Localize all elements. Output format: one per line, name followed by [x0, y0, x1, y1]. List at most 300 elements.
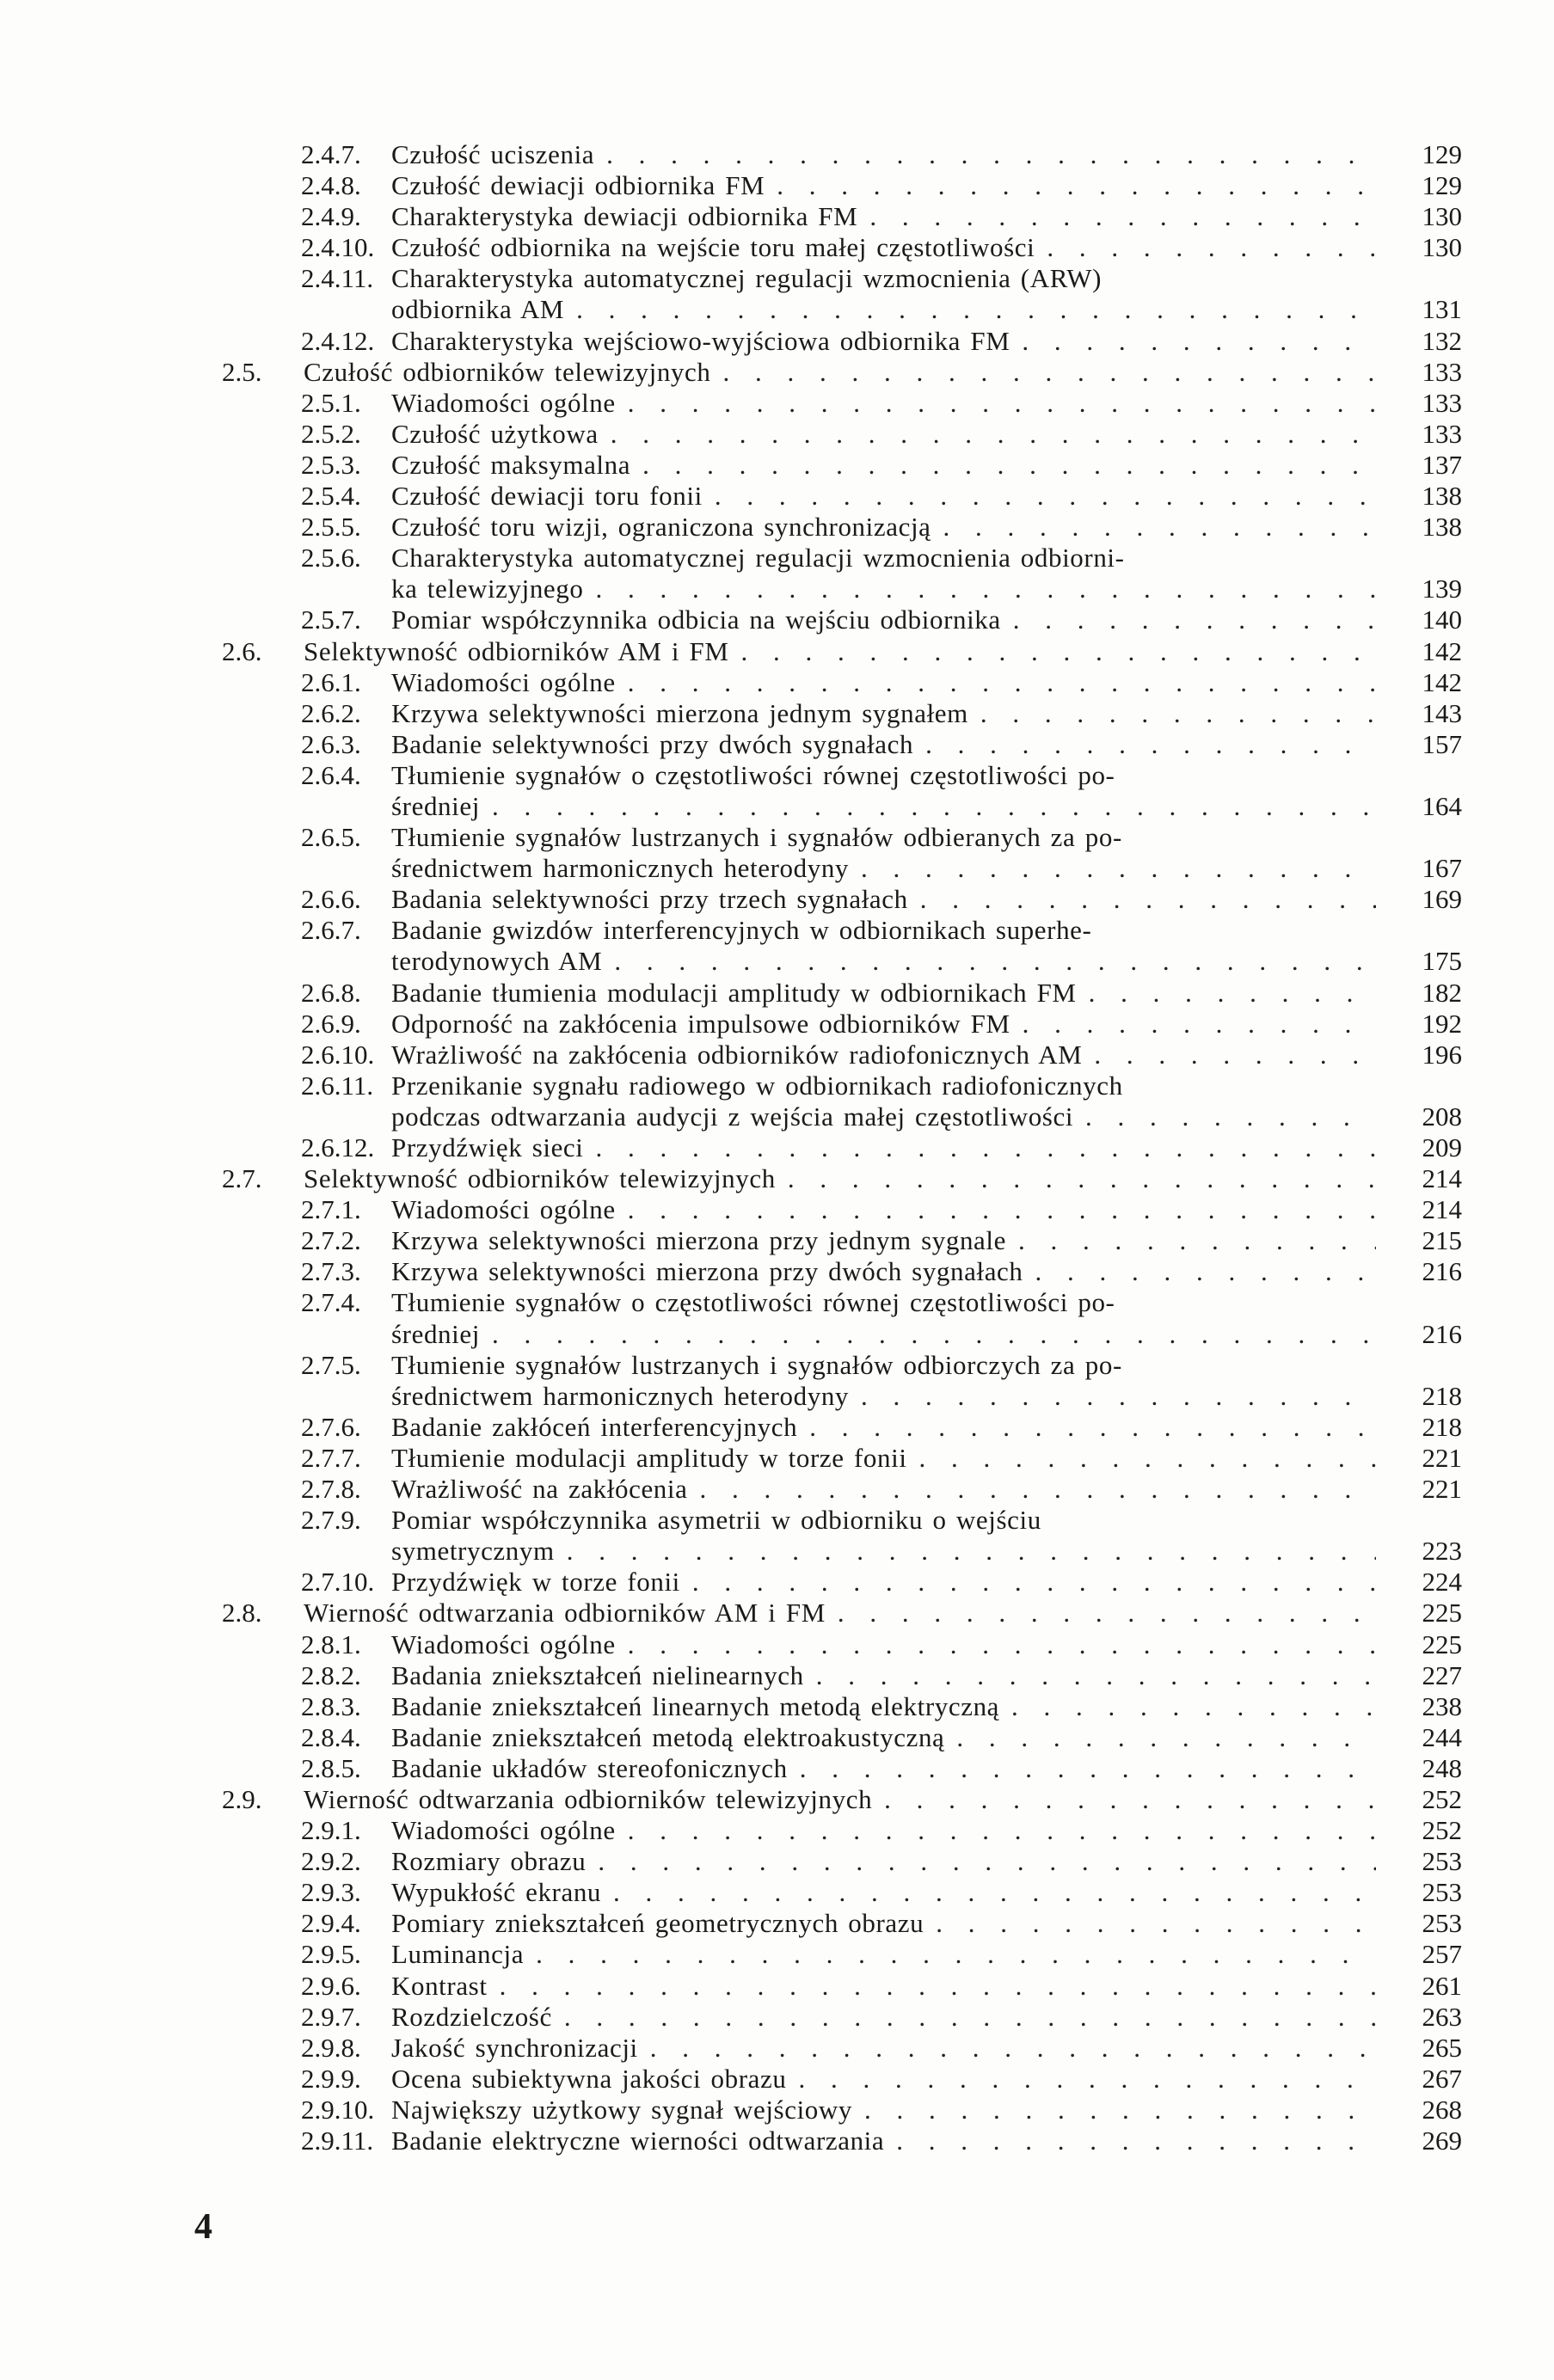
dot-leader — [616, 1815, 1376, 1846]
entry-title-wrap — [391, 1225, 1376, 1256]
entry-number: 2.4.9. — [301, 201, 361, 232]
entry-number: 2.6.4. — [301, 759, 361, 790]
toc-line — [0, 604, 1554, 635]
entry-title: Badanie elektryczne wierności odtwarzania — [391, 2125, 885, 2156]
entry-number: 2.9.2. — [301, 1846, 361, 1877]
entry-number: 2.7.5. — [301, 1349, 361, 1380]
toc-subsection — [0, 419, 1554, 450]
toc-line — [0, 2002, 1554, 2033]
entry-page-number: 133 — [1422, 387, 1462, 418]
entry-number: 2.7.3. — [301, 1256, 361, 1287]
entry-title-wrap — [391, 1660, 1376, 1691]
dot-leader — [480, 791, 1376, 822]
entry-number: 2.7.2. — [301, 1225, 361, 1256]
entry-number: 2.6.11. — [301, 1070, 374, 1101]
entry-number: 2.6.7. — [301, 915, 361, 946]
toc-line — [0, 1846, 1554, 1877]
entry-page-number: 268 — [1422, 2094, 1462, 2125]
toc-subsection — [0, 2002, 1554, 2033]
dot-leader — [884, 2125, 1376, 2156]
entry-title-wrap — [391, 450, 1376, 481]
toc-line — [0, 481, 1554, 512]
entry-page-number: 133 — [1422, 418, 1462, 449]
dot-leader — [797, 1412, 1376, 1443]
entry-title: Największy użytkowy sygnał wejściowy — [391, 2094, 852, 2125]
entry-title: Badanie układów stereofonicznych — [391, 1752, 788, 1783]
entry-number: 2.9.4. — [301, 1908, 361, 1939]
entry-title: Badanie gwizdów interferencyjnych w odbiornikach superhe- — [391, 915, 1092, 946]
dot-leader — [555, 1536, 1376, 1567]
toc-subsection — [0, 729, 1554, 760]
entry-page-number: 218 — [1422, 1380, 1462, 1411]
toc-subsection — [0, 667, 1554, 698]
entry-number: 2.5. — [222, 356, 262, 387]
entry-title-wrap — [391, 2125, 1376, 2156]
entry-number: 2.8.5. — [301, 1752, 361, 1783]
toc-subsection — [0, 1815, 1554, 1846]
entry-title-wrap — [391, 543, 1376, 574]
entry-title-wrap — [391, 1350, 1376, 1381]
entry-number: 2.5.4. — [301, 481, 361, 512]
toc-subsection — [0, 201, 1554, 232]
entry-title-wrap — [391, 791, 1376, 822]
entry-page-number: 244 — [1422, 1721, 1462, 1752]
entry-number: 2.8.4. — [301, 1721, 361, 1752]
entry-title: Krzywa selektywności mierzona przy dwóch sygnałach — [391, 1256, 1023, 1287]
entry-page-number: 253 — [1422, 1846, 1462, 1877]
toc-section — [0, 636, 1554, 667]
toc-subsection — [0, 760, 1554, 822]
toc-subsection — [0, 1070, 1554, 1132]
entry-title-wrap — [391, 667, 1376, 698]
entry-title-wrap — [391, 1009, 1376, 1040]
entry-number: 2.6.8. — [301, 977, 361, 1008]
toc-subsection — [0, 170, 1554, 201]
toc-line — [0, 946, 1554, 977]
entry-title-wrap — [304, 1163, 1376, 1194]
entry-title-wrap — [391, 1815, 1376, 1846]
entry-title: Wrażliwość na zakłócenia — [391, 1474, 688, 1505]
entry-number: 2.7.10. — [301, 1567, 375, 1598]
entry-page-number: 138 — [1422, 512, 1462, 543]
entry-page-number: 196 — [1422, 1039, 1462, 1070]
toc-line — [0, 1381, 1554, 1412]
entry-title-wrap — [391, 574, 1376, 604]
entry-title: terodynowych AM — [391, 946, 603, 977]
entry-title-wrap — [391, 2095, 1376, 2125]
dot-leader — [788, 1753, 1376, 1784]
dot-leader — [552, 2002, 1376, 2033]
entry-title: ka telewizyjnego — [391, 574, 584, 604]
entry-page-number: 261 — [1422, 1970, 1462, 2001]
entry-title-wrap — [391, 1287, 1376, 1318]
toc-line — [0, 1225, 1554, 1256]
entry-number: 2.8.2. — [301, 1659, 361, 1690]
toc-line — [0, 1691, 1554, 1722]
entry-number: 2.5.6. — [301, 543, 361, 574]
dot-leader — [710, 357, 1376, 388]
entry-title: Wiadomości ogólne — [391, 1194, 616, 1225]
dot-leader — [872, 1784, 1376, 1815]
entry-page-number: 253 — [1422, 1908, 1462, 1939]
entry-title-wrap — [391, 512, 1376, 543]
entry-page-number: 169 — [1422, 884, 1462, 915]
dot-leader — [826, 1598, 1376, 1629]
toc-line — [0, 2125, 1554, 2156]
entry-title: Kontrast — [391, 1970, 488, 2001]
toc-subsection — [0, 139, 1554, 170]
entry-title-wrap — [391, 978, 1376, 1009]
entry-page-number: 253 — [1422, 1877, 1462, 1908]
entry-title: odbiornika AM — [391, 294, 565, 325]
entry-title: Czułość uciszenia — [391, 139, 595, 169]
entry-title-wrap — [391, 729, 1376, 760]
entry-title: Badanie zakłóceń interferencyjnych — [391, 1411, 798, 1442]
entry-title-wrap — [391, 1505, 1376, 1536]
entry-title: Czułość maksymalna — [391, 449, 631, 480]
toc-line — [0, 2064, 1554, 2095]
entry-title-wrap — [391, 388, 1376, 419]
toc-subsection — [0, 512, 1554, 543]
entry-page-number: 267 — [1422, 2063, 1462, 2094]
toc-line — [0, 1939, 1554, 1970]
entry-page-number: 214 — [1422, 1163, 1462, 1194]
toc-subsection — [0, 263, 1554, 325]
toc-subsection — [0, 1009, 1554, 1040]
dot-leader — [1023, 1256, 1376, 1287]
toc-subsection — [0, 326, 1554, 357]
entry-page-number: 252 — [1422, 1783, 1462, 1814]
entry-title-wrap — [391, 1722, 1376, 1753]
entry-title: Charakterystyka dewiacji odbiornika FM — [391, 201, 858, 232]
toc-line — [0, 543, 1554, 574]
entry-number: 2.6.6. — [301, 884, 361, 915]
toc-line — [0, 1256, 1554, 1287]
toc-subsection — [0, 232, 1554, 263]
entry-title-wrap — [391, 1194, 1376, 1225]
entry-title: Wiadomości ogólne — [391, 1815, 616, 1846]
toc-line — [0, 574, 1554, 604]
toc-subsection — [0, 1629, 1554, 1660]
entry-title-wrap — [391, 294, 1376, 325]
entry-title-wrap — [391, 170, 1376, 201]
entry-title: Charakterystyka wejściowo-wyjściowa odbiornika FM — [391, 325, 1010, 356]
entry-number: 2.6.2. — [301, 697, 361, 728]
toc-line — [0, 201, 1554, 232]
dot-leader — [480, 1319, 1376, 1350]
entry-title-wrap — [304, 1784, 1376, 1815]
toc-line — [0, 1412, 1554, 1443]
toc-line — [0, 2033, 1554, 2064]
toc-line — [0, 636, 1554, 667]
toc-line — [0, 294, 1554, 325]
toc-line — [0, 1009, 1554, 1040]
entry-page-number: 164 — [1422, 790, 1462, 821]
entry-title: Charakterystyka automatycznej regulacji wzmocnienia odbiorni- — [391, 543, 1125, 574]
entry-title: Krzywa selektywności mierzona przy jednym sygnale — [391, 1225, 1006, 1256]
entry-page-number: 142 — [1422, 666, 1462, 697]
entry-page-number: 238 — [1422, 1690, 1462, 1721]
entry-page-number: 175 — [1422, 946, 1462, 977]
toc-line — [0, 1784, 1554, 1815]
toc-line — [0, 1132, 1554, 1163]
toc-line — [0, 884, 1554, 915]
entry-page-number: 248 — [1422, 1752, 1462, 1783]
toc-subsection — [0, 1877, 1554, 1908]
entry-title-wrap — [391, 1040, 1376, 1070]
entry-number: 2.6.12. — [301, 1132, 375, 1162]
dot-leader — [630, 450, 1376, 481]
toc-line — [0, 1660, 1554, 1691]
dot-leader — [1073, 1101, 1376, 1132]
entry-page-number: 131 — [1422, 294, 1462, 325]
dot-leader — [601, 1877, 1376, 1908]
dot-leader — [1001, 604, 1376, 635]
dot-leader — [968, 698, 1376, 729]
entry-title-wrap — [391, 1070, 1376, 1101]
dot-leader — [584, 1132, 1377, 1163]
entry-title: Badania selektywności przy trzech sygnałach — [391, 884, 908, 915]
entry-page-number: 140 — [1422, 604, 1462, 635]
toc-subsection — [0, 1691, 1554, 1722]
toc-subsection — [0, 1908, 1554, 1939]
entry-page-number: 208 — [1422, 1101, 1462, 1132]
entry-title-wrap — [391, 1939, 1376, 1970]
entry-title-wrap — [391, 263, 1376, 294]
toc-line — [0, 419, 1554, 450]
entry-number: 2.4.8. — [301, 170, 361, 201]
toc-line — [0, 760, 1554, 791]
entry-title: Pomiary zniekształceń geometrycznych obrazu — [391, 1908, 924, 1939]
toc-line — [0, 1877, 1554, 1908]
toc-line — [0, 729, 1554, 760]
dot-leader — [602, 946, 1376, 977]
toc-line — [0, 1474, 1554, 1505]
toc-subsection — [0, 1256, 1554, 1287]
entry-title: Wrażliwość na zakłócenia odbiorników radiofonicznych AM — [391, 1039, 1083, 1070]
entry-title-wrap — [391, 1753, 1376, 1784]
entry-number: 2.9.8. — [301, 2032, 361, 2063]
toc-line — [0, 915, 1554, 946]
entry-number: 2.7.1. — [301, 1194, 361, 1225]
entry-title: Czułość użytkowa — [391, 418, 599, 449]
entry-page-number: 225 — [1422, 1598, 1462, 1629]
toc-line — [0, 1194, 1554, 1225]
toc-subsection — [0, 450, 1554, 481]
toc-line — [0, 1505, 1554, 1536]
entry-title-wrap — [391, 1567, 1376, 1598]
toc-subsection — [0, 1505, 1554, 1567]
entry-page-number: 224 — [1422, 1567, 1462, 1598]
toc-line — [0, 1350, 1554, 1381]
toc-line — [0, 822, 1554, 853]
entry-title: Selektywność odbiorników AM i FM — [304, 635, 729, 666]
entry-number: 2.9.1. — [301, 1815, 361, 1846]
entry-page-number: 227 — [1422, 1659, 1462, 1690]
toc-line — [0, 1722, 1554, 1753]
entry-page-number: 257 — [1422, 1939, 1462, 1970]
entry-title: Badania zniekształceń nielinearnych — [391, 1659, 804, 1690]
dot-leader — [703, 481, 1376, 512]
dot-leader — [599, 419, 1376, 450]
entry-title-wrap — [304, 1598, 1376, 1629]
entry-title-wrap — [391, 326, 1376, 357]
entry-title: średnictwem harmonicznych heterodyny — [391, 1380, 850, 1411]
entry-page-number: 139 — [1422, 574, 1462, 604]
entry-number: 2.9.3. — [301, 1877, 361, 1908]
entry-title: Wierność odtwarzania odbiorników AM i FM — [304, 1598, 826, 1629]
dot-leader — [908, 884, 1376, 915]
toc-subsection — [0, 978, 1554, 1009]
toc-line — [0, 1815, 1554, 1846]
entry-page-number: 223 — [1422, 1536, 1462, 1567]
entry-number: 2.7.6. — [301, 1411, 361, 1442]
entry-title: Pomiar współczynnika odbicia na wejściu odbiornika — [391, 604, 1001, 635]
entry-page-number: 167 — [1422, 853, 1462, 884]
entry-title: Wiadomości ogólne — [391, 666, 616, 697]
entry-title: Odporność na zakłócenia impulsowe odbiorników FM — [391, 1008, 1010, 1039]
toc-line — [0, 1101, 1554, 1132]
entry-title: Wierność odtwarzania odbiorników telewizyjnych — [304, 1783, 873, 1814]
dot-leader — [586, 1846, 1376, 1877]
entry-title: Czułość dewiacji toru fonii — [391, 481, 703, 512]
dot-leader — [1077, 978, 1376, 1009]
entry-title: Tłumienie sygnałów lustrzanych i sygnałów odbieranych za po- — [391, 822, 1122, 853]
dot-leader — [1035, 232, 1376, 263]
entry-title-wrap — [391, 1691, 1376, 1722]
dot-leader — [616, 1194, 1376, 1225]
toc-line — [0, 1629, 1554, 1660]
entry-title: Rozdzielczość — [391, 2001, 552, 2032]
toc-line — [0, 512, 1554, 543]
toc-line — [0, 170, 1554, 201]
dot-leader — [1082, 1040, 1376, 1070]
entry-number: 2.5.1. — [301, 387, 361, 418]
entry-title: Krzywa selektywności mierzona jednym sygnałem — [391, 697, 968, 728]
entry-title: symetrycznym — [391, 1536, 555, 1567]
dot-leader — [765, 170, 1376, 201]
entry-number: 2.5.3. — [301, 449, 361, 480]
toc-line — [0, 1070, 1554, 1101]
toc-subsection — [0, 1567, 1554, 1598]
toc-line — [0, 1567, 1554, 1598]
dot-leader — [924, 1908, 1376, 1939]
dot-leader — [849, 1381, 1376, 1412]
entry-number: 2.9.11. — [301, 2125, 374, 2156]
dot-leader — [776, 1163, 1376, 1194]
entry-title: Badanie zniekształceń metodą elektroakustyczną — [391, 1721, 945, 1752]
entry-page-number: 221 — [1422, 1442, 1462, 1473]
entry-title-wrap — [391, 481, 1376, 512]
dot-leader — [729, 636, 1377, 667]
dot-leader — [857, 201, 1376, 232]
entry-number: 2.7.4. — [301, 1287, 361, 1318]
entry-title-wrap — [391, 1256, 1376, 1287]
page-number: 4 — [194, 2207, 212, 2247]
dot-leader — [852, 2095, 1376, 2125]
entry-number: 2.4.12. — [301, 325, 375, 356]
toc-section — [0, 1163, 1554, 1194]
entry-page-number: 130 — [1422, 232, 1462, 263]
entry-page-number: 265 — [1422, 2032, 1462, 2063]
toc-line — [0, 853, 1554, 884]
entry-page-number: 137 — [1422, 449, 1462, 480]
toc-subsection — [0, 1846, 1554, 1877]
toc-subsection — [0, 2125, 1554, 2156]
entry-page-number: 182 — [1422, 977, 1462, 1008]
entry-page-number: 218 — [1422, 1411, 1462, 1442]
dot-leader — [638, 2033, 1376, 2064]
toc-line — [0, 2095, 1554, 2125]
entry-number: 2.7.8. — [301, 1474, 361, 1505]
entry-number: 2.5.5. — [301, 512, 361, 543]
entry-title: Tłumienie sygnałów o częstotliwości równej częstotliwości po- — [391, 1287, 1115, 1318]
toc-subsection — [0, 1132, 1554, 1163]
entry-number: 2.9.9. — [301, 2063, 361, 2094]
entry-title: Badanie zniekształceń linearnych metodą elektryczną — [391, 1690, 1000, 1721]
entry-title-wrap — [391, 1132, 1376, 1163]
entry-title-wrap — [391, 139, 1376, 170]
entry-title: Charakterystyka automatycznej regulacji wzmocnienia (ARW) — [391, 263, 1103, 294]
toc-line — [0, 791, 1554, 822]
entry-title: podczas odtwarzania audycji z wejścia małej częstotliwości — [391, 1101, 1074, 1132]
entry-title-wrap — [391, 915, 1376, 946]
entry-title-wrap — [391, 1443, 1376, 1474]
entry-page-number: 142 — [1422, 635, 1462, 666]
toc-line — [0, 450, 1554, 481]
toc-line — [0, 1753, 1554, 1784]
entry-title-wrap — [391, 946, 1376, 977]
entry-number: 2.5.2. — [301, 418, 361, 449]
entry-title: Przydźwięk sieci — [391, 1132, 584, 1162]
dot-leader — [1010, 326, 1376, 357]
entry-title-wrap — [391, 1381, 1376, 1412]
dot-leader — [680, 1567, 1376, 1598]
entry-title-wrap — [391, 2002, 1376, 2033]
toc-subsection — [0, 1971, 1554, 2002]
entry-title: Wypukłość ekranu — [391, 1877, 602, 1908]
dot-leader — [616, 667, 1376, 698]
entry-title-wrap — [391, 1846, 1376, 1877]
entry-title-wrap — [391, 2064, 1376, 2095]
entry-title-wrap — [391, 201, 1376, 232]
entry-number: 2.6.3. — [301, 728, 361, 759]
toc-line — [0, 232, 1554, 263]
toc-line — [0, 698, 1554, 729]
entry-title: Jakość synchronizacji — [391, 2032, 638, 2063]
entry-number: 2.6.10. — [301, 1039, 375, 1070]
dot-leader — [616, 388, 1376, 419]
entry-title-wrap — [391, 1908, 1376, 1939]
entry-title: średniej — [391, 790, 480, 821]
toc-subsection — [0, 1443, 1554, 1474]
entry-title: Tłumienie sygnałów lustrzanych i sygnałów odbiorczych za po- — [391, 1349, 1122, 1380]
entry-title-wrap — [391, 760, 1376, 791]
entry-title: średniej — [391, 1318, 480, 1349]
entry-title-wrap — [391, 1412, 1376, 1443]
entry-page-number: 132 — [1422, 325, 1462, 356]
entry-title: Badanie tłumienia modulacji amplitudy w odbiornikach FM — [391, 977, 1077, 1008]
entry-page-number: 209 — [1422, 1132, 1462, 1162]
dot-leader — [931, 512, 1376, 543]
entry-page-number: 133 — [1422, 356, 1462, 387]
entry-title-wrap — [391, 1319, 1376, 1350]
entry-title: Luminancja — [391, 1939, 525, 1970]
dot-leader — [616, 1629, 1376, 1660]
entry-page-number: 215 — [1422, 1225, 1462, 1256]
entry-title: Czułość odbiornika na wejście toru małej częstotliwości — [391, 232, 1035, 263]
entry-title-wrap — [391, 1877, 1376, 1908]
